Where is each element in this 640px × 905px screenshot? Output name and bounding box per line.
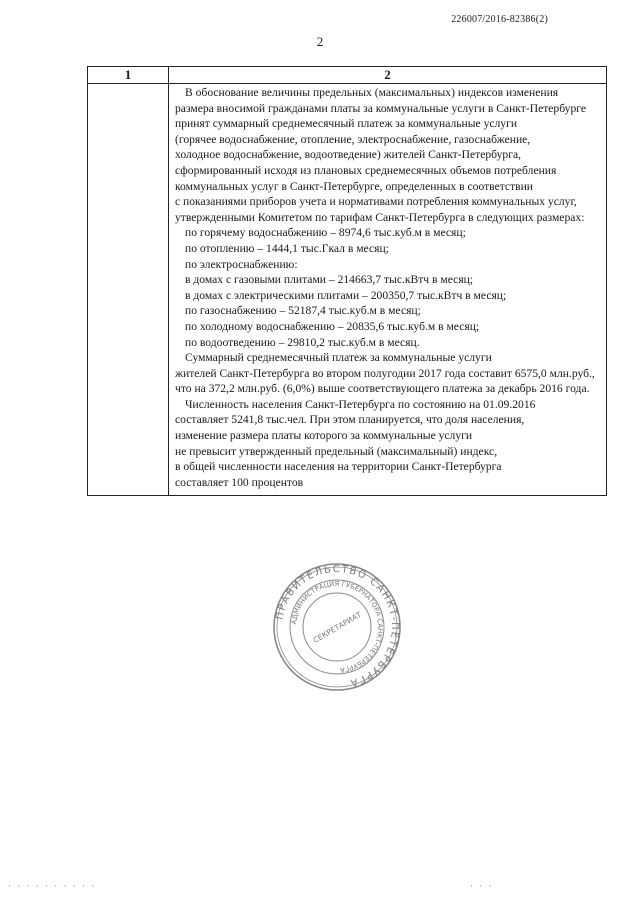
table-body-row xyxy=(88,84,607,496)
document-table xyxy=(87,66,607,496)
stamp-center-text: СЕКРЕТАРИАТ xyxy=(311,610,363,645)
tariff-volume-line: по холодному водоснабжению – 20835,6 тыс.куб.м в месяц; xyxy=(185,319,480,333)
tariff-volume-line: по электроснабжению: xyxy=(185,257,298,271)
paragraph-line: В обоснование величины предельных (максимальных) индексов изменения xyxy=(185,86,559,99)
stamp-outer-text: ПРАВИТЕЛЬСТВО САНКТ-ПЕТЕРБУРГА xyxy=(274,563,401,689)
paragraph-line: холодное водоснабжение, водоотведение) жителей Санкт-Петербурга, xyxy=(175,148,521,162)
scan-artifact-right: · · · xyxy=(470,881,494,891)
official-stamp xyxy=(272,562,402,692)
column-header-2: 2 xyxy=(169,67,607,84)
paragraph-line: принят суммарный среднемесячный платеж за коммунальные услуги xyxy=(175,117,518,131)
scan-artifact-left: · · · · · · · · · · xyxy=(8,881,97,891)
paragraph-line: что на 372,2 млн.руб. (6,0%) выше соответствующего платежа за декабрь 2016 года. xyxy=(175,382,590,396)
paragraph-line: коммунальных услуг в Санкт-Петербурге, определенных в соответствии xyxy=(175,179,534,193)
paragraph-line: с показаниями приборов учета и нормативами потребления коммунальных услуг, xyxy=(175,195,577,209)
paragraph-line: жителей Санкт-Петербурга во втором полугодии 2017 года составит 6575,0 млн.руб., xyxy=(175,366,595,380)
justification-text xyxy=(175,85,600,490)
paragraph-line: (горячее водоснабжение, отопление, электроснабжение, газоснабжение, xyxy=(175,132,531,146)
tariff-volume-line: по горячему водоснабжению – 8974,6 тыс.куб.м в месяц; xyxy=(185,226,466,240)
paragraph-line: Суммарный среднемесячный платеж за коммунальные услуги xyxy=(185,351,492,365)
table-header-row xyxy=(88,67,607,84)
page-number: 2 xyxy=(316,34,324,49)
tariff-volume-line: по водоотведению – 29810,2 тыс.куб.м в месяц. xyxy=(185,335,420,349)
paragraph-line: в общей численности населения на территории Санкт-Петербурга xyxy=(175,460,502,474)
paragraph-line: составляет 5241,8 тыс.чел. При этом планируется, что доля населения, xyxy=(175,413,525,427)
paragraph-line: Численность населения Санкт-Петербурга по состоянию на 01.09.2016 xyxy=(185,397,536,411)
stamp-middle-text: АДМИНИСТРАЦИЯ ГУБЕРНАТОРА САНКТ-ПЕТЕРБУРГА xyxy=(290,579,385,674)
paragraph-line: не превысит утвержденный предельный (максимальный) индекс, xyxy=(175,444,498,458)
tariff-volume-line: в домах с газовыми плитами – 214663,7 тыс.кВтч в месяц; xyxy=(185,273,474,287)
column-1-cell xyxy=(88,84,169,496)
column-2-cell xyxy=(169,84,607,496)
tariff-volume-line: в домах с электрическими плитами – 200350,7 тыс.кВтч в месяц; xyxy=(185,288,507,302)
document-registration-code: 226007/2016-82386(2) xyxy=(451,14,548,25)
paragraph-line: сформированный исходя из плановых среднемесячных объемов потребления xyxy=(175,163,557,177)
column-header-1: 1 xyxy=(88,67,169,84)
paragraph-line: составляет 100 процентов xyxy=(175,475,304,489)
paragraph-line: утвержденными Комитетом по тарифам Санкт-Петербурга в следующих размерах: xyxy=(175,210,585,224)
tariff-volume-line: по отоплению – 1444,1 тыс.Гкал в месяц; xyxy=(185,241,389,255)
paragraph-line: размера вносимой гражданами платы за коммунальные услуги в Санкт-Петербурге xyxy=(175,101,587,115)
tariff-volume-line: по газоснабжению – 52187,4 тыс.куб.м в месяц; xyxy=(185,304,421,318)
paragraph-line: изменение размера платы которого за коммунальные услуги xyxy=(175,429,473,443)
